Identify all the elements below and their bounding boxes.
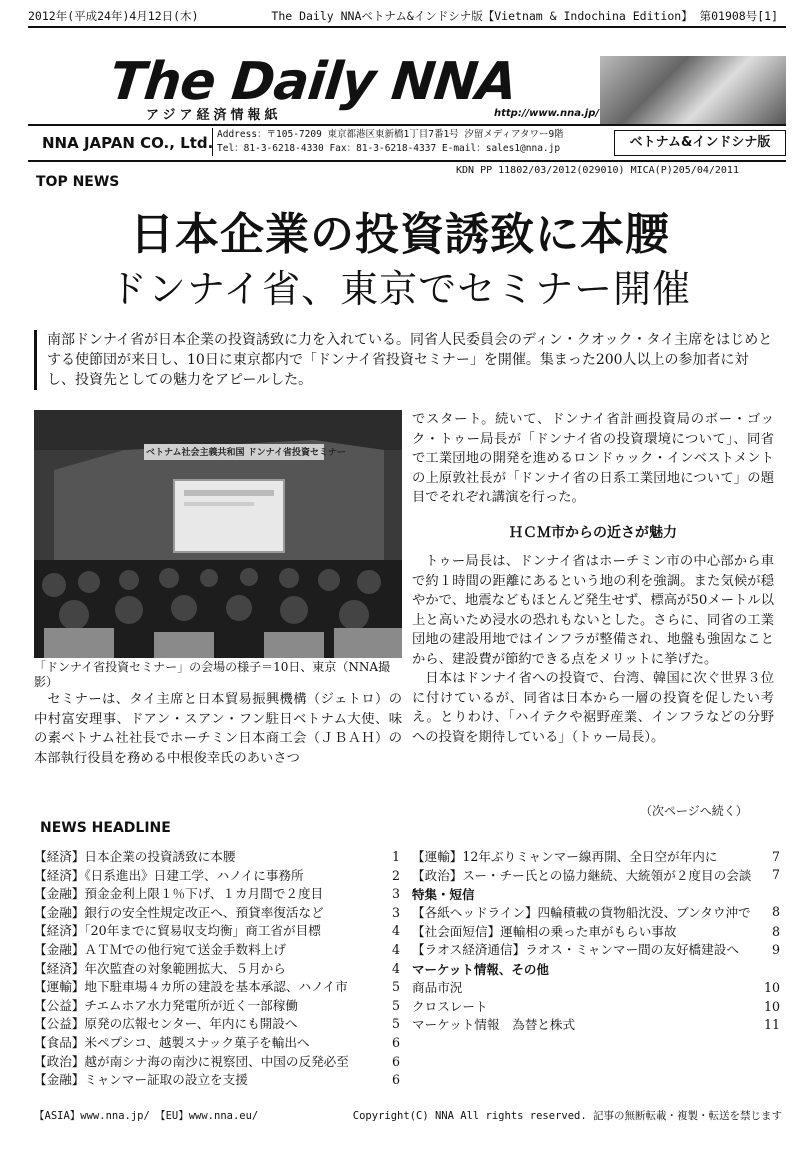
headline-text: 【経済】年次監査の対象範囲拡大、５月から: [34, 960, 286, 976]
headline-item[interactable]: [34, 1053, 400, 1072]
article-paragraph: 日本はドンナイ省への投資で、台湾、韓国に次ぐ世界３位に付けているが、同省は日本から一層の投資を促したい考え。とりわけ、「ハイテクや裾野産業、インフラなどの分野への投資を期待している」（トゥー局長）。: [412, 671, 774, 745]
features-heading: 特集・短信: [412, 887, 475, 903]
header-photo: [600, 56, 786, 124]
headline-text: 【経済】《日系進出》日建工学、ハノイに事務所: [34, 867, 304, 883]
news-headline-title: NEWS HEADLINE: [40, 820, 171, 836]
page-number: 4: [391, 941, 400, 957]
headline-text: 【金融】銀行の安全性規定改正へ、預貸率復活など: [34, 904, 324, 920]
headline-item[interactable]: [34, 885, 400, 904]
page-number: 4: [391, 960, 400, 976]
masthead-topbar: [28, 8, 778, 24]
headline-item[interactable]: [34, 904, 400, 923]
headline-text: 【金融】預金金利上限１％下げ、１カ月間で２度目: [34, 886, 324, 902]
logo-subtitle: アジア経済情報紙: [146, 108, 282, 123]
website-url[interactable]: http://www.nna.jp/: [494, 108, 600, 119]
subheadline: ドンナイ省、東京でセミナー開催: [108, 267, 692, 311]
article-paragraph: でスタート。続いて、ドンナイ省計画投資局のボー・ゴック・トゥー局長が「ドンナイ省の投資環境について」、同省で工業団地の開発を進めるロンドゥック・インベストメントの上原敦社長が「ドンナイ省の日系工業団地について」の題目でそれぞれ講演を行った。: [412, 412, 774, 505]
page-number: 5: [391, 979, 400, 995]
headline-text: 【公益】原発の広報センター、年内にも開設へ: [34, 1016, 298, 1032]
headline-item[interactable]: [34, 848, 400, 867]
section-label: TOP NEWS: [36, 174, 120, 190]
headline-list-right: [412, 848, 780, 1035]
headline-text: 【運輸】地下駐車場４カ所の建設を基本承認、ハノイ市: [34, 979, 348, 995]
page-number: 7: [771, 866, 780, 882]
seminar-banner: ベトナム社会主義共和国 ドンナイ省投資セミナー: [146, 448, 347, 458]
headline-text: 【公益】チエムホア水力発電所が近く一部稼働: [34, 997, 298, 1013]
headline-item[interactable]: [34, 960, 400, 979]
headline-item[interactable]: [34, 997, 400, 1016]
page-number: 1: [391, 849, 400, 864]
headline-text: 商品市況: [412, 979, 463, 995]
divider: [28, 160, 786, 162]
headline-text: 【運輸】12年ぶりミャンマー線再開、全日空が年内に: [412, 849, 718, 864]
headline-item[interactable]: [412, 998, 780, 1017]
headline-item[interactable]: [34, 1071, 400, 1090]
page-number: 2: [391, 867, 400, 883]
market-heading: マーケット情報、その他: [412, 961, 549, 977]
headline-text: 【ラオス経済通信】ラオス・ミャンマー間の友好橋建設へ: [412, 942, 739, 958]
page-number: 7: [771, 849, 780, 864]
company-name: NNA JAPAN CO., Ltd.: [42, 134, 214, 152]
page-number: 5: [391, 997, 400, 1013]
page-number: 10: [763, 979, 780, 995]
headline-item[interactable]: [412, 1016, 780, 1035]
headline-item[interactable]: [412, 867, 780, 886]
article-column-2: [412, 410, 774, 508]
headline-text: 【社会面短信】運輸相の乗った車がもらい事故: [412, 923, 677, 939]
headline-list-left: [34, 848, 400, 1090]
headline-item[interactable]: [34, 922, 400, 941]
page-footer: [34, 1108, 782, 1123]
article-paragraph: トゥー局長は、ドンナイ省はホーチミン市の中心部から車で約１時間の距離にあるという地の利を強調。また気候が穏やかで、地震などもほとんど発生せず、標高が50メートル以上と高いため浸水の恐れもないとした。さらに、同省の工業団地の建設用地ではインフラが整備され、地盤も強固なことから、建設費が節約できる点をメリットに挙げた。: [412, 554, 774, 667]
headline-item[interactable]: [34, 1034, 400, 1053]
page-number: 4: [391, 923, 400, 939]
page-number: 9: [771, 942, 780, 958]
copyright: Copyright(C) NNA All rights reserved. 記事の無断転載・複製・転送を禁じます: [352, 1110, 782, 1122]
page-number: 11: [763, 1017, 780, 1033]
page-number: 10: [763, 998, 780, 1014]
company-address: [212, 128, 564, 156]
headline-text: 【政治】スー・チー氏との協力継続、大統領が２度目の会談: [412, 867, 752, 883]
page-number: 6: [391, 1072, 400, 1088]
headline-item[interactable]: [34, 867, 400, 886]
page-number: 6: [391, 1034, 400, 1050]
headline-text: 【政治】越が南シナ海の南沙に視察団、中国の反発必至: [34, 1053, 349, 1069]
page-number: 5: [391, 1016, 400, 1032]
page-number: 6: [391, 1053, 400, 1069]
registration-number: KDN PP 11802/03/2012(029010) MICA(P)205/04/2011: [456, 165, 739, 176]
article-paragraph: セミナーは、タイ主席と日本貿易振興機構（ジェトロ）の中村富安理事、ドアン・スアン・フン駐日ベトナム大使、味の素ベトナム社社長でホーチミン日本商工会（ＪＢＡＨ）の本部執行役員を務める中根俊幸氏のあいさつ: [34, 692, 402, 766]
divider: [28, 124, 786, 126]
page-number: 3: [391, 886, 400, 902]
address-line: Address：〒105-7209 東京都港区東新橋1丁目7番1号 汐留メディアタワー9階: [217, 129, 564, 140]
photo-caption: 「ドンナイ省投資セミナー」の会場の様子＝10日、東京（NNA撮影）: [34, 660, 391, 689]
headline-item[interactable]: [412, 979, 780, 998]
page-number: 3: [391, 904, 400, 920]
headline-text: 【経済】日本企業の投資誘致に本腰: [34, 849, 236, 864]
article-column-3: [412, 552, 774, 747]
continued-note: （次ページへ続く）: [640, 804, 748, 818]
headline: 日本企業の投資誘致に本腰: [130, 209, 670, 260]
headline-text: 【金融】ミャンマー証取の設立を支援: [34, 1072, 248, 1088]
headline-text: 【各紙ヘッドライン】四輪積載の貨物船沈没、ブンタウ沖で: [412, 905, 751, 921]
issue-info: The Daily NNAベトナム&インドシナ版【Vietnam & Indochina Edition】 第01908号[1]: [271, 9, 778, 23]
headline-text: 【金融】ＡＴＭでの他行宛て送金手数料上げ: [34, 941, 286, 957]
headline-text: 【経済】「20年までに貿易収支均衡」商工省が目標: [34, 923, 321, 939]
headline-text: マーケット情報 為替と株式: [412, 1017, 576, 1033]
contact-line: Tel：81-3-6218-4330 Fax：81-3-6218-4337 E-mail：sales1@nna.jp: [217, 143, 561, 154]
article-column-1: [34, 690, 402, 768]
page-number: 8: [771, 904, 780, 920]
page-number: 8: [771, 923, 780, 939]
headline-item[interactable]: [412, 904, 780, 923]
subsection-heading: ＨＣＭ市からの近さが魅力: [509, 525, 677, 541]
headline-item[interactable]: [412, 848, 780, 867]
headline-item[interactable]: [34, 978, 400, 997]
headline-item[interactable]: [34, 941, 400, 960]
issue-date: 2012年(平成24年)4月12日(木): [28, 9, 199, 23]
seminar-photo: [34, 410, 402, 658]
headline-item[interactable]: [34, 1015, 400, 1034]
headline-text: クロスレート: [412, 998, 488, 1014]
headline-text: 【食品】米ペプシコ、越製スナック菓子を輸出へ: [34, 1034, 310, 1050]
headline-item[interactable]: [412, 923, 780, 942]
edition-label: ベトナム&インドシナ版: [614, 130, 786, 156]
footer-links[interactable]: 【ASIA】www.nna.jp/ 【EU】www.nna.eu/: [34, 1110, 259, 1122]
lead-paragraph: 南部ドンナイ省が日本企業の投資誘致に力を入れている。同省人民委員会のディン・クオック・タイ主席をはじめとする使節団が来日し、10日に東京都内で「ドンナイ省投資セミナー」を開催。集まった200人以上の参加者に対し、投資先としての魅力をアピールした。: [34, 330, 774, 390]
headline-item[interactable]: [412, 941, 780, 960]
logo: The Daily NNA: [106, 52, 520, 112]
divider: [28, 26, 786, 28]
